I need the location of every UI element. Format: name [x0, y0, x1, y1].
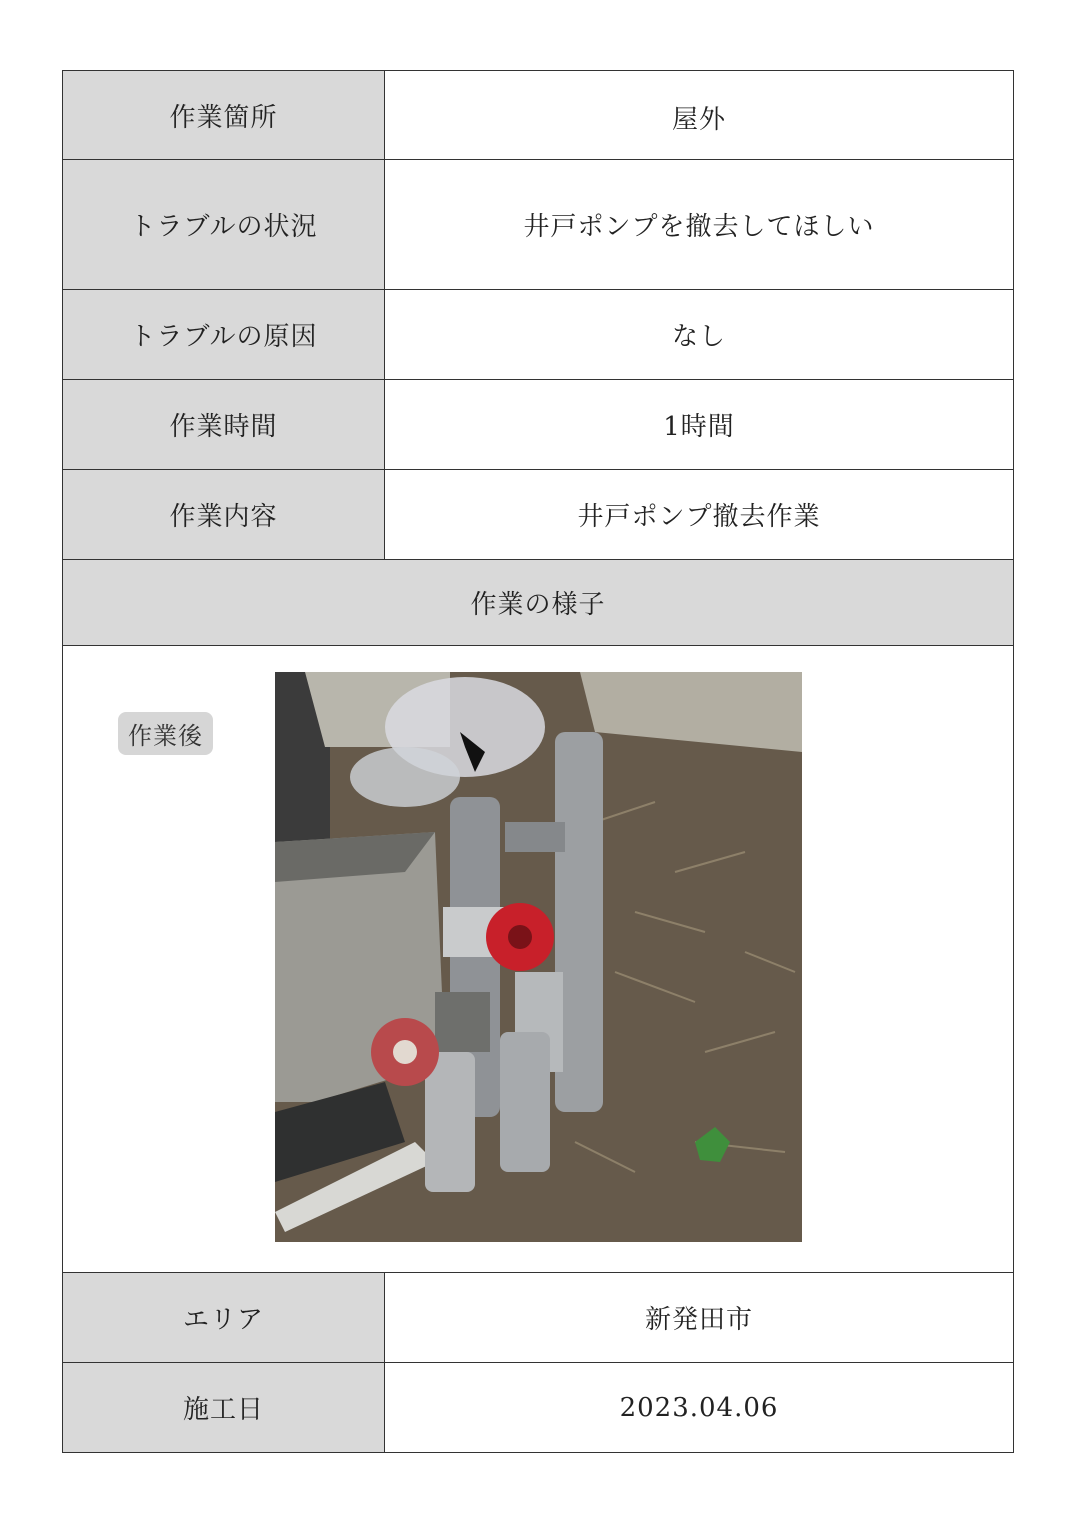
value-work-time: 1時間 — [385, 380, 1014, 470]
label-work-content: 作業内容 — [62, 470, 385, 560]
value-work-location: 屋外 — [385, 70, 1014, 160]
value-construction-date: 2023.04.06 — [385, 1363, 1014, 1453]
work-report-table — [62, 70, 1014, 1453]
row-construction-date — [62, 1363, 1014, 1453]
row-work-time — [62, 380, 1014, 470]
row-area — [62, 1273, 1014, 1363]
row-trouble-cause — [62, 290, 1014, 380]
row-work-photo — [62, 646, 1014, 1273]
row-work-content — [62, 470, 1014, 560]
well-pump-pipes-illustration — [275, 672, 802, 1242]
red-valve-handle-lower — [371, 1018, 439, 1086]
row-work-location — [62, 70, 1014, 160]
after-work-photo — [275, 672, 802, 1242]
label-area: エリア — [62, 1273, 385, 1363]
label-trouble-status: トラブルの状況 — [62, 160, 385, 290]
red-valve-handle-upper — [486, 903, 554, 971]
value-area: 新発田市 — [385, 1273, 1014, 1363]
value-trouble-cause: なし — [385, 290, 1014, 380]
value-trouble-status: 井戸ポンプを撤去してほしい — [385, 160, 1014, 290]
work-photo-section — [62, 646, 1014, 1273]
after-work-badge: 作業後 — [118, 712, 213, 755]
label-work-time: 作業時間 — [62, 380, 385, 470]
row-trouble-status — [62, 160, 1014, 290]
work-photos-heading: 作業の様子 — [62, 560, 1014, 646]
label-construction-date: 施工日 — [62, 1363, 385, 1453]
value-work-content: 井戸ポンプ撤去作業 — [385, 470, 1014, 560]
label-trouble-cause: トラブルの原因 — [62, 290, 385, 380]
row-work-photos-heading — [62, 560, 1014, 646]
label-work-location: 作業箇所 — [62, 70, 385, 160]
